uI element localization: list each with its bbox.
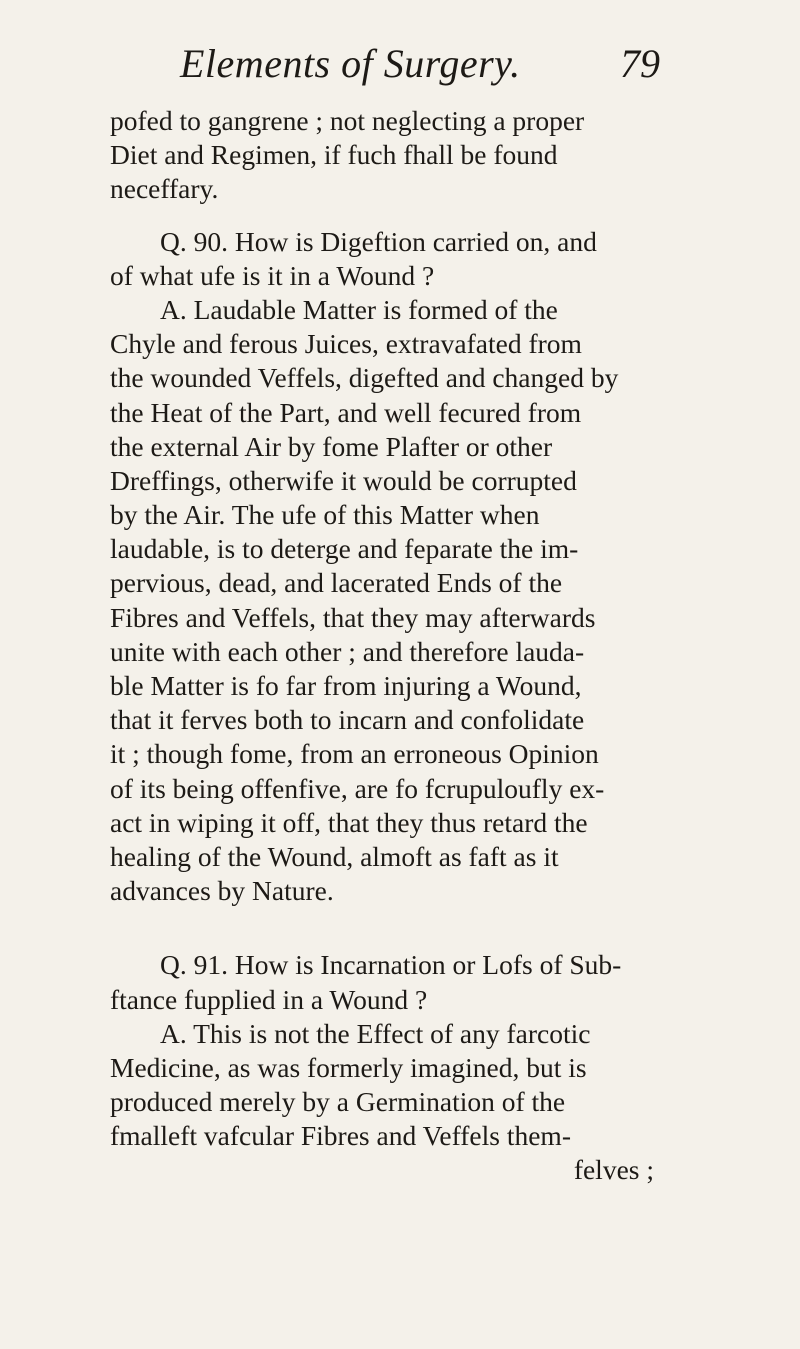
- answer-line: A. Laudable Matter is formed of the: [160, 293, 558, 325]
- text-line: unite with each other ; and therefore lauda-: [110, 635, 585, 667]
- page-number: 79: [620, 41, 660, 86]
- catchword-line: felves ;: [573, 1154, 654, 1186]
- text-line: laudable, is to deterge and feparate the im-: [110, 533, 579, 565]
- text-line: it ; though fome, from an erroneous Opinion: [110, 738, 599, 770]
- running-title: Elements of Surgery.: [180, 41, 521, 86]
- text-line: of its being offenfive, are fo fcrupuloufly ex-: [110, 772, 605, 804]
- text-line: produced merely by a Germination of the: [110, 1086, 566, 1118]
- text-line: Dreffings, otherwife it would be corrupted: [110, 464, 577, 496]
- text-line: pofed to gangrene ; not neglecting a proper: [110, 105, 585, 136]
- text-line: Chyle and ferous Juices, extravafated from: [110, 328, 582, 360]
- question-line: Q. 90. How is Digeftion carried on, and: [160, 225, 597, 257]
- text-line: that it ferves both to incarn and confolidate: [110, 704, 585, 736]
- body-text: [110, 104, 660, 1188]
- text-line: fmalleft vafcular Fibres and Veffels them-: [110, 1120, 571, 1152]
- text-line: ble Matter is fo far from injuring a Wound,: [110, 670, 582, 701]
- text-line: the external Air by fome Plafter or other: [110, 430, 553, 462]
- text-line: of what ufe is it in a Wound ?: [110, 259, 435, 291]
- text-line: Fibres and Veffels, that they may afterwards: [110, 601, 596, 633]
- text-line: advances by Nature.: [110, 875, 334, 907]
- text-line: Medicine, as was formerly imagined, but is: [110, 1051, 587, 1083]
- answer-line: A. This is not the Effect of any farcotic: [160, 1017, 591, 1049]
- text-line: act in wiping it off, that they thus retard the: [110, 806, 588, 838]
- text-line: the wounded Veffels, digefted and changed by: [110, 362, 619, 394]
- text-line: Diet and Regimen, if fuch fhall be found: [110, 139, 558, 171]
- text-line: healing of the Wound, almoft as faft as it: [110, 840, 559, 872]
- paragraph-gap: [110, 908, 660, 948]
- text-line: neceffary.: [110, 173, 219, 205]
- question-line: Q. 91. How is Incarnation or Lofs of Sub-: [160, 949, 622, 981]
- text-line: pervious, dead, and lacerated Ends of the: [110, 567, 563, 599]
- text-line: ftance fupplied in a Wound ?: [110, 983, 428, 1015]
- paragraph-gap: [110, 207, 660, 225]
- running-head: [180, 40, 660, 100]
- text-line: by the Air. The ufe of this Matter when: [110, 499, 540, 531]
- text-line: the Heat of the Part, and well fecured from: [110, 396, 582, 428]
